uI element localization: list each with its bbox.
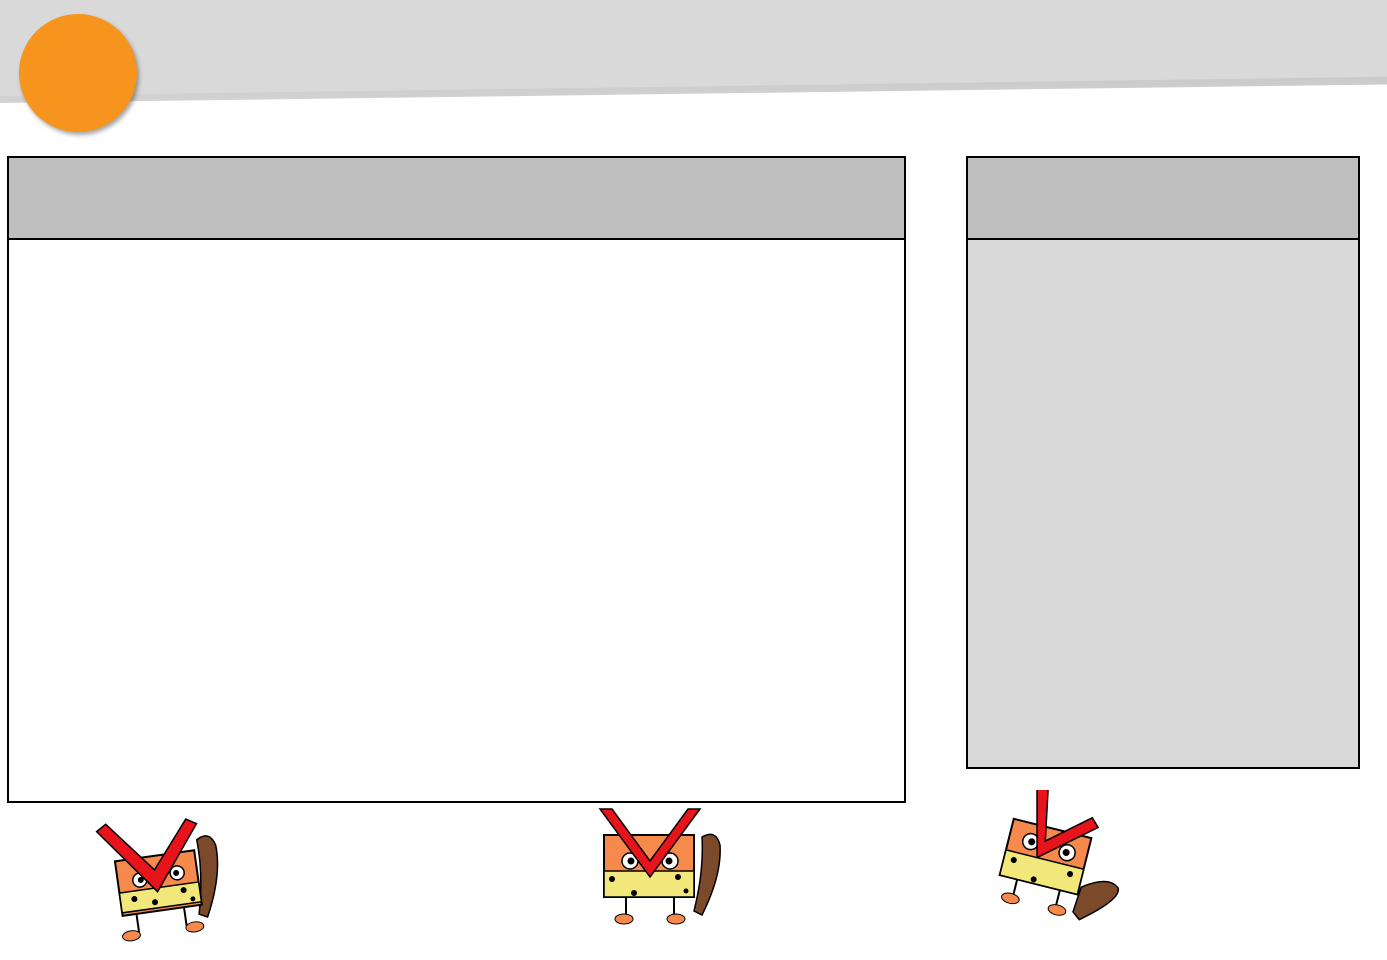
verb-mascot-icon: [975, 790, 1135, 930]
verb-mascot-icon: [92, 815, 232, 945]
group2-table: [966, 156, 1360, 769]
group2-header: [968, 158, 1358, 240]
level-badge: [19, 14, 137, 132]
group1-table: [7, 156, 906, 803]
group1-header: [9, 158, 904, 240]
verb-mascot-icon: [590, 805, 730, 935]
